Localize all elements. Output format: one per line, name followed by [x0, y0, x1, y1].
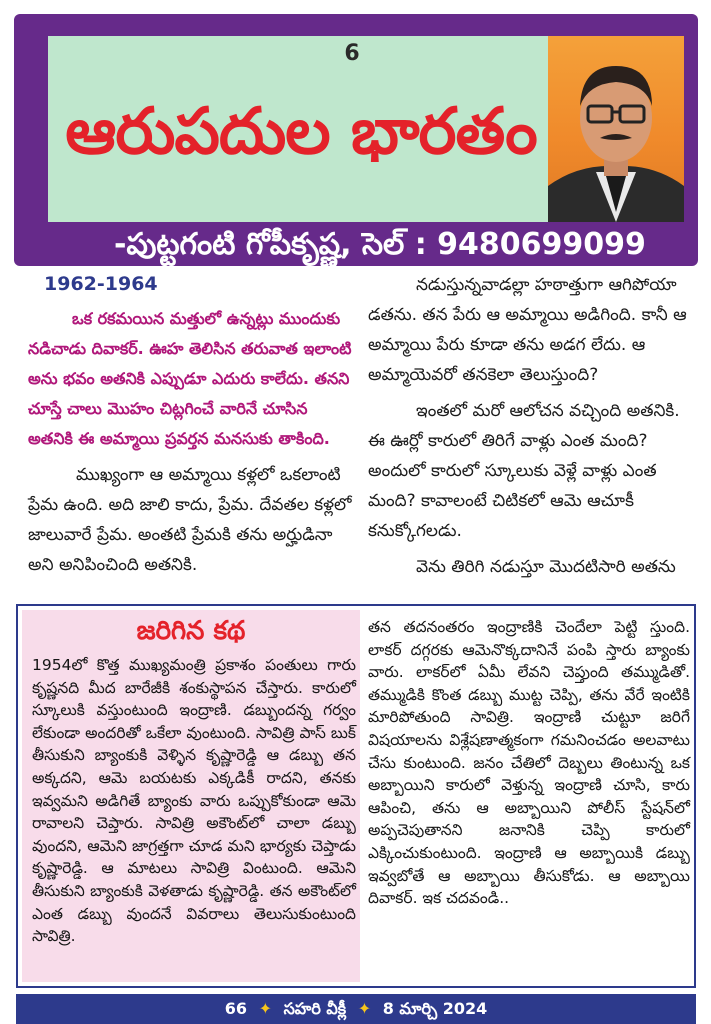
- recap-left-panel: [22, 610, 360, 982]
- article-left-column: [28, 270, 353, 580]
- title-panel: [48, 36, 548, 222]
- page-number: 66: [224, 999, 248, 1018]
- series-title: ఆరుపదుల భారతం: [65, 95, 537, 169]
- page-footer: [16, 994, 696, 1024]
- star-separator-icon: ✦: [357, 999, 372, 1018]
- recap-title: జరిగిన కథ: [136, 616, 246, 646]
- episode-number: 6: [344, 41, 360, 66]
- recap-text-left: 1954లో కొత్త ముఖ్యమంత్రి ప్రకాశం పంతులు గారు కృష్ణనది మీద బారేజీకి శంకుస్థాపన చేస్తారు. కారులో స్కూలుకి వస్తుంటుంది ఇంద్రాణి. డబ్బుందన్న గర్వం లేకుండా అందరితో ఒకేలా వుంటుంది. సావిత్రి పాస్ బుక్ తీసుకుని బ్యాంకుకి వెళ్ళిన కృష్ణారెడ్డి ఆ డబ్బు తన అక్కదని, ఆమె బయటకు ఎక్కడికీ రాదని, తనకు ఇవ్వమని అడిగితే బ్యాంకు వారు ఒప్పుకోకుండా ఆమె రావాలని చెప్తారు. సావిత్రి అకౌంట్‌లో చాలా డబ్బు వుందని, ఆమెని జాగ్రత్తగా చూడ మని భార్యకు చెప్తాడు కృష్ణారెడ్డి. ఆ మాటలు సావిత్రి వింటుంది. ఆమెని తీసుకుని బ్యాంకుకి వెళతాడు కృష్ణారెడ్డి. తన అకౌంట్‌లో ఎంత డబ్బు వుందనే వివరాలు తెలుసుకుంటుంది సావిత్రి.: [32, 656, 356, 946]
- author-photo: [548, 36, 684, 222]
- article-paragraph: ఇంతలో మరో ఆలోచన వచ్చింది అతనికి. ఈ ఊర్లో కారులో తిరిగే వాళ్లు ఎంత మంది? అందులో కారులో స్కూలుకు వెళ్లే వాళ్లు ఎంత మంది? కావాలంటే చిటికలో ఆమె ఆచూకీ కనుక్కోగలడు.: [368, 401, 680, 541]
- author-portrait-image: [548, 36, 684, 222]
- article-paragraph: ముఖ్యంగా ఆ అమ్మాయి కళ్లలో ఒకలాంటి ప్రేమ ఉంది. అది జాలి కాదు, ప్రేమ. దేవతల కళ్లలో జాలువారే ప్రేమ. అంతటి ప్రేమకి తను అర్హుడినా అని అనిపించింది అతనికి.: [28, 465, 352, 575]
- article-paragraph: వెను తిరిగి నడుస్తూ మొదటిసారి అతను: [416, 557, 676, 577]
- author-byline: -పుట్టగంటి గోపీకృష్ణ, సెల్ : 9480699099: [114, 227, 646, 262]
- year-range: 1962-1964: [44, 273, 158, 295]
- issue-date: 8 మార్చి 2024: [382, 999, 488, 1018]
- header-banner: [14, 14, 698, 266]
- magazine-name: సహరి వీక్లీ: [283, 999, 347, 1018]
- story-recap-box: [16, 604, 696, 988]
- star-separator-icon: ✦: [258, 999, 272, 1018]
- article-right-column: [368, 270, 693, 582]
- recap-text-right: తన తదనంతరం ఇంద్రాణికి చెందేలా పెట్టి స్తుంది. లాకర్ దగ్గరకు ఆమెనొక్కదానినే పంపి స్తారు బ్యాంకు వారు. లాకర్‌లో ఏమీ లేవని చెప్తుంది తమ్ముడితో. తమ్ముడికి కొంత డబ్బు ముట్ట చెప్పి, తను వేరే ఇంటికి మారిపోతుంది సావిత్రి. ఇంద్రాణి చుట్టూ జరిగే విషయాలను విశ్లేషణాత్మకంగా గమనించడం అలవాటు చేసు కుంటుంది. జనం చేతిలో దెబ్బలు తింటున్న ఒక అబ్బాయిని కారులో వెళ్తున్న ఇంద్రాణి చూసి, కారు ఆపించి, తను ఆ అబ్బాయిని పోలీస్ స్టేషన్‌లో అప్పచెపుతానని జనానికి చెప్పి కారులో ఎక్కించుకుంటుంది. ఇంద్రాణి ఆ అబ్బాయికి డబ్బు ఇవ్వబోతే ఆ అబ్బాయి తీసుకోడు. ఆ అబ్బాయి దివాకర్. ఇక చదవండి..: [368, 618, 690, 908]
- intro-paragraph: ఒక రకమయిన మత్తులో ఉన్నట్లు ముందుకు నడిచాడు దివాకర్. ఊహ తెలిసిన తరువాత ఇలాంటి అను భవం అతనికి ఎప్పుడూ ఎదురు కాలేదు. తనని చూస్తే చాలు మొహం చిట్లగించే వారినే చూసిన అతనికి ఈ అమ్మాయి ప్రవర్తన మనసుకు తాకింది.: [28, 309, 352, 448]
- article-paragraph: నడుస్తున్నవాడల్లా హఠాత్తుగా ఆగిపోయా డతను. తన పేరు ఆ అమ్మాయి అడిగింది. కానీ ఆ అమ్మాయి పేరు కూడా తను అడగ లేదు. ఆ అమ్మాయెవరో తనకెలా తెలుస్తుంది?: [368, 275, 687, 385]
